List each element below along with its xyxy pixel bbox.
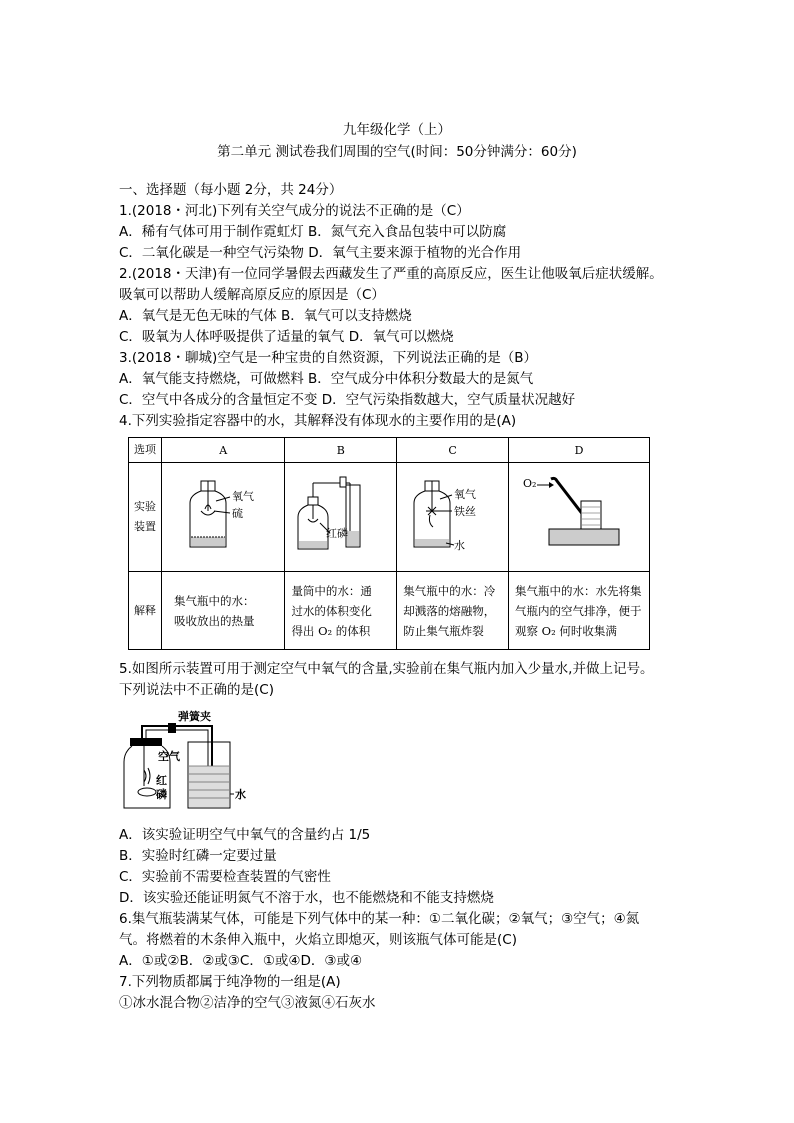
q5-option-c: C．实验前不需要检查装置的气密性 (119, 869, 331, 885)
q3-options-line1: A．氧气能支持燃烧，可做燃料 B．空气成分中体积分数最大的是氮气 (119, 371, 534, 387)
apparatus-d-figure (509, 471, 649, 561)
apparatus-c-figure (400, 471, 506, 561)
label-q5-phos: 磷 (156, 788, 167, 801)
q4-explain-b: 量筒中的水：通 过水的体积变化 得出 O₂ 的体积 (285, 572, 397, 650)
label-q5-red: 红 (156, 774, 167, 787)
section-heading: 一、选择题（每小题 2分，共 24分） (119, 182, 343, 198)
q6-stem-line1: 6.集气瓶装满某气体，可能是下列气体中的某一种：①二氧化碳；②氧气；③空气；④氮 (119, 911, 640, 927)
apparatus-b-figure (288, 471, 394, 561)
q4-apparatus-c (397, 463, 509, 572)
q1-options-line1: A．稀有气体可用于制作霓虹灯 B．氮气充入食品包装中可以防腐 (119, 224, 507, 240)
q5-option-d: D．该实验还能证明氮气不溶于水，也不能燃烧和不能支持燃烧 (119, 890, 494, 906)
q4-apparatus-label: 实验 装置 (129, 463, 162, 572)
q4-table-apparatus-row (129, 463, 650, 572)
q4-table-header-row (129, 438, 650, 463)
q5-stem-line1: 5.如图所示装置可用于测定空气中氧气的含量,实验前在集气瓶内加入少量水,并做上记号。 (119, 661, 654, 677)
q4-explain-a: 集气瓶中的水： 吸收放出的热量 (162, 572, 285, 650)
q4-header-option: 选项 (129, 438, 162, 463)
q1-stem: 1.(2018・河北)下列有关空气成分的说法不正确的是（C） (119, 203, 470, 219)
q4-table-explain-row (129, 572, 650, 650)
q4-explain-c: 集气瓶中的水：冷 却溅落的熔融物， 防止集气瓶炸裂 (397, 572, 509, 650)
q4-header-c: C (397, 438, 509, 463)
q4-apparatus-d (509, 463, 650, 572)
q5-stem-line2: 下列说法中不正确的是(C) (119, 682, 274, 698)
q5-option-a: A．该实验证明空气中氧气的含量约占 1/5 (119, 827, 371, 843)
exam-subtitle: 第二单元 测试卷我们周围的空气(时间：50分钟满分：60分) (217, 144, 577, 160)
q4-apparatus-a (162, 463, 285, 572)
q2-options-line1: A．氧气是无色无味的气体 B．氧气可以支持燃烧 (119, 308, 412, 324)
q2-options-line2: C．吸氧为人体呼吸提供了适量的氧气 D．氧气可以燃烧 (119, 329, 454, 345)
label-q5-clamp: 弹簧夹 (178, 710, 211, 723)
label-c-wire: 铁丝 (453, 504, 476, 518)
exam-title: 九年级化学（上） (343, 122, 451, 138)
q4-header-a: A (162, 438, 285, 463)
q2-stem-line1: 2.(2018・天津)有一位同学暑假去西藏发生了严重的高原反应，医生让他吸氧后症状缓解。 (119, 266, 663, 282)
q2-stem-line2: 吸氧可以帮助人缓解高原反应的原因是（C） (119, 287, 385, 303)
q5-option-b: B．实验时红磷一定要过量 (119, 848, 277, 864)
q3-options-line2: C．空气中各成分的含量恒定不变 D．空气污染指数越大，空气质量状况越好 (119, 392, 576, 408)
q7-stem: 7.下列物质都属于纯净物的一组是(A) (119, 974, 341, 990)
q3-stem: 3.(2018・聊城)空气是一种宝贵的自然资源，下列说法正确的是（B） (119, 350, 538, 366)
q4-explain-d: 集气瓶中的水：水先将集 气瓶内的空气排净，便于 观察 O₂ 何时收集满 (509, 572, 650, 650)
q7-items: ①冰水混合物②洁净的空气③液氮④石灰水 (119, 995, 376, 1011)
label-c-oxygen: 氧气 (453, 487, 476, 501)
q4-header-b: B (285, 438, 397, 463)
q4-explain-label: 解释 (129, 572, 162, 650)
q4-header-d: D (509, 438, 650, 463)
q6-stem-line2: 气。将燃着的木条伸入瓶中，火焰立即熄灭，则该瓶气体可能是(C) (119, 932, 517, 948)
label-a-sulfur: 硫 (232, 506, 244, 520)
q1-options-line2: C．二氧化碳是一种空气污染物 D．氧气主要来源于植物的光合作用 (119, 245, 522, 261)
q4-apparatus-b (285, 463, 397, 572)
label-c-water: 水 (453, 538, 465, 552)
q6-options: A．①或②B．②或③C．①或④D．③或④ (119, 953, 363, 969)
label-b-phosphorus: 红磷 (325, 526, 348, 540)
apparatus-a-figure (168, 471, 278, 561)
label-d-o2: O₂ (523, 476, 537, 490)
label-q5-water: 水 (235, 788, 246, 801)
label-q5-air: 空气 (158, 750, 180, 763)
q4-table (128, 437, 650, 650)
q5-apparatus-figure (118, 708, 258, 813)
q4-stem: 4.下列实验指定容器中的水，其解释没有体现水的主要作用的是(A) (119, 413, 517, 429)
label-a-oxygen: 氧气 (232, 489, 255, 503)
